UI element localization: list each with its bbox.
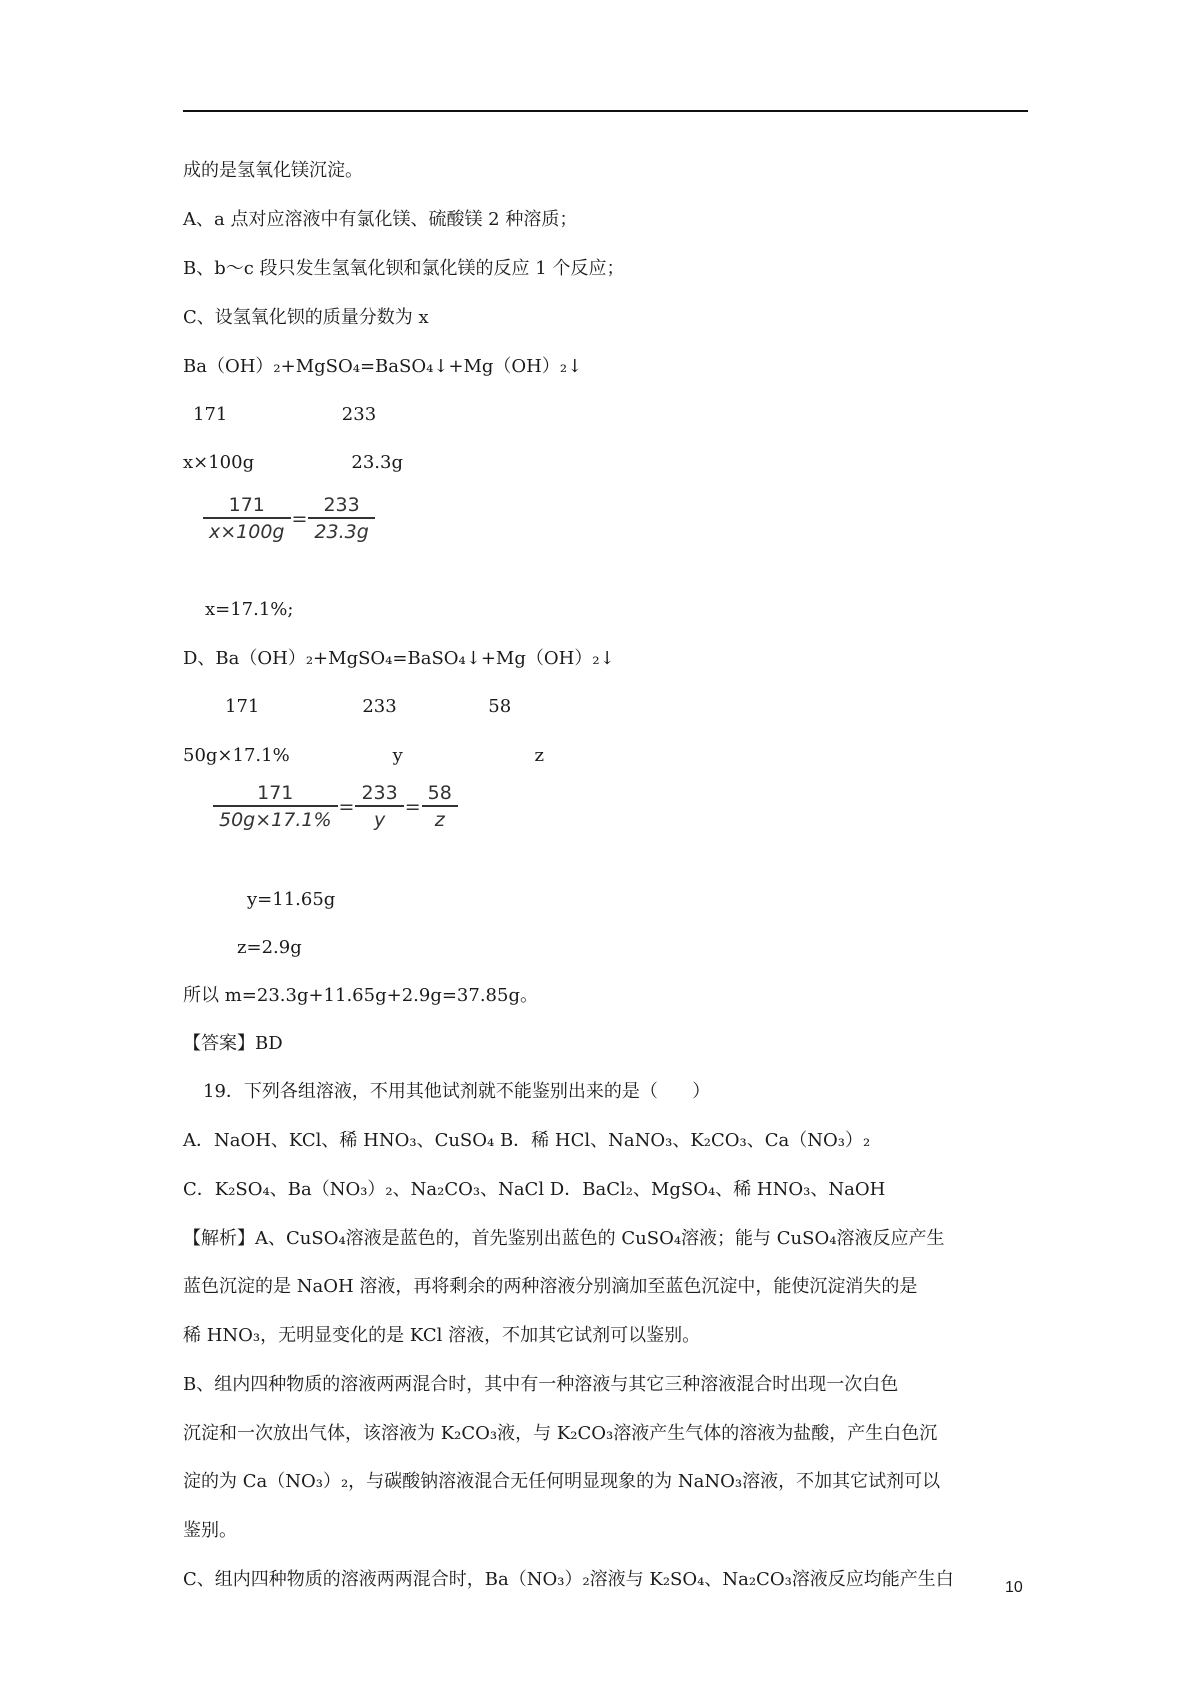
fraction-numerator: 171 — [257, 782, 294, 804]
text-line: x×100g 23.3g — [183, 452, 403, 473]
text-line: A、a 点对应溶液中有氯化镁、硫酸镁 2 种溶质； — [183, 209, 578, 230]
fraction-left — [203, 493, 291, 545]
fraction-denominator: 23.3g — [314, 520, 369, 543]
fraction-numerator: 233 — [361, 782, 398, 804]
text-line: 成的是氢氧化镁沉淀。 — [183, 160, 363, 181]
fraction-numerator: 171 — [228, 494, 265, 516]
text-line: 鉴别。 — [183, 1520, 237, 1541]
page-number: 10 — [1005, 1579, 1023, 1596]
text-line: 沉淀和一次放出气体，该溶液为 K₂CO₃液，与 K₂CO₃溶液产生气体的溶液为盐酸，产生白色沉 — [183, 1423, 938, 1444]
fraction-right — [308, 493, 374, 545]
fraction-denominator: 50g×17.1% — [219, 808, 332, 831]
text-line: x=17.1%; — [205, 599, 294, 620]
fraction-denominator: x×100g — [209, 520, 285, 543]
text-line: C、设氢氧化钡的质量分数为 x — [183, 307, 429, 328]
fraction-denominator: z — [434, 808, 445, 831]
text-line: B、组内四种物质的溶液两两混合时，其中有一种溶液与其它三种溶液混合时出现一次白色 — [183, 1374, 899, 1395]
text-line: B、b～c 段只发生氢氧化钡和氯化镁的反应 1 个反应； — [183, 258, 625, 279]
text-line: 171 233 58 — [225, 696, 512, 717]
fraction-numerator: 233 — [323, 494, 360, 516]
text-line: C、组内四种物质的溶液两两混合时，Ba（NO₃）₂溶液与 K₂SO₄、Na₂CO₃溶液反应均能产生白 — [183, 1569, 954, 1590]
text-line: y=11.65g — [247, 889, 336, 910]
text-line: Ba（OH）₂+MgSO₄=BaSO₄↓+Mg（OH）₂↓ — [183, 356, 583, 377]
fraction-equation-2 — [213, 781, 458, 833]
text-line: 19．下列各组溶液，不用其他试剂就不能鉴别出来的是（ ） — [203, 1081, 711, 1102]
fraction-second — [355, 781, 403, 833]
equals-sign: = — [338, 795, 355, 818]
header-rule — [183, 110, 1028, 112]
equals-sign: = — [404, 795, 421, 818]
text-line: z=2.9g — [237, 937, 302, 958]
text-line: 【解析】A、CuSO₄溶液是蓝色的，首先鉴别出蓝色的 CuSO₄溶液；能与 CuSO₄溶液反应产生 — [183, 1228, 945, 1249]
fraction-equation-1 — [203, 493, 375, 545]
text-line: 50g×17.1% y z — [183, 745, 544, 766]
fraction-numerator: 58 — [427, 782, 452, 804]
fraction-first — [213, 781, 338, 833]
text-line: 所以 m=23.3g+11.65g+2.9g=37.85g。 — [183, 985, 538, 1006]
text-line: D、Ba（OH）₂+MgSO₄=BaSO₄↓+Mg（OH）₂↓ — [183, 648, 615, 669]
fraction-third — [422, 781, 458, 833]
text-line: 稀 HNO₃，无明显变化的是 KCl 溶液，不加其它试剂可以鉴别。 — [183, 1325, 701, 1346]
text-line: A．NaOH、KCl、稀 HNO₃、CuSO₄ B．稀 HCl、NaNO₃、K₂CO₃、Ca（NO₃）₂ — [183, 1130, 871, 1151]
text-line: 【答案】BD — [183, 1033, 283, 1054]
text-line: 淀的为 Ca（NO₃）₂，与碳酸钠溶液混合无任何明显现象的为 NaNO₃溶液，不加其它试剂可以 — [183, 1471, 941, 1492]
equals-sign: = — [291, 507, 308, 530]
text-line: C．K₂SO₄、Ba（NO₃）₂、Na₂CO₃、NaCl D．BaCl₂、MgSO₄、稀 HNO₃、NaOH — [183, 1179, 886, 1200]
fraction-denominator: y — [373, 808, 386, 831]
text-line: 蓝色沉淀的是 NaOH 溶液，再将剩余的两种溶液分别滴加至蓝色沉淀中，能使沉淀消失的是 — [183, 1276, 918, 1297]
text-line: 171 233 — [193, 404, 377, 425]
